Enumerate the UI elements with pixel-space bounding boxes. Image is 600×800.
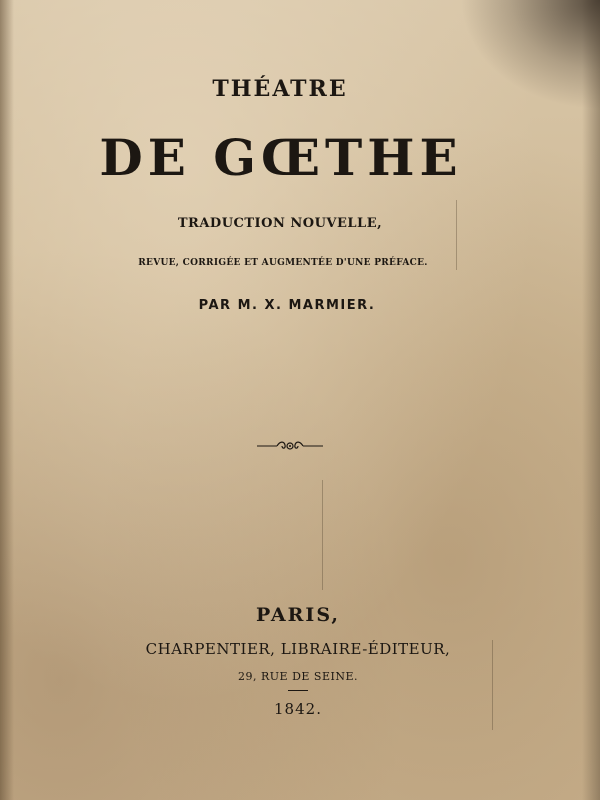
city: PARIS, [256, 604, 340, 626]
divider-rule [288, 690, 308, 691]
scroll-ornament-icon [255, 438, 325, 454]
publication-year: 1842. [274, 700, 322, 718]
edition-note: REVUE, CORRIGÉE ET AUGMENTÉE D'UNE PRÉFACE. [138, 258, 428, 268]
heading-theatre: THÉATRE [212, 76, 348, 102]
publisher: CHARPENTIER, LIBRAIRE-ÉDITEUR, [145, 640, 451, 658]
book-title: DE GŒTHE [99, 128, 463, 187]
publisher-address: 29, RUE DE SEINE. [238, 670, 358, 683]
author-line: PAR M. X. MARMIER. [198, 298, 376, 313]
translation-note: TRADUCTION NOUVELLE, [177, 216, 383, 231]
page-crease [322, 480, 323, 590]
